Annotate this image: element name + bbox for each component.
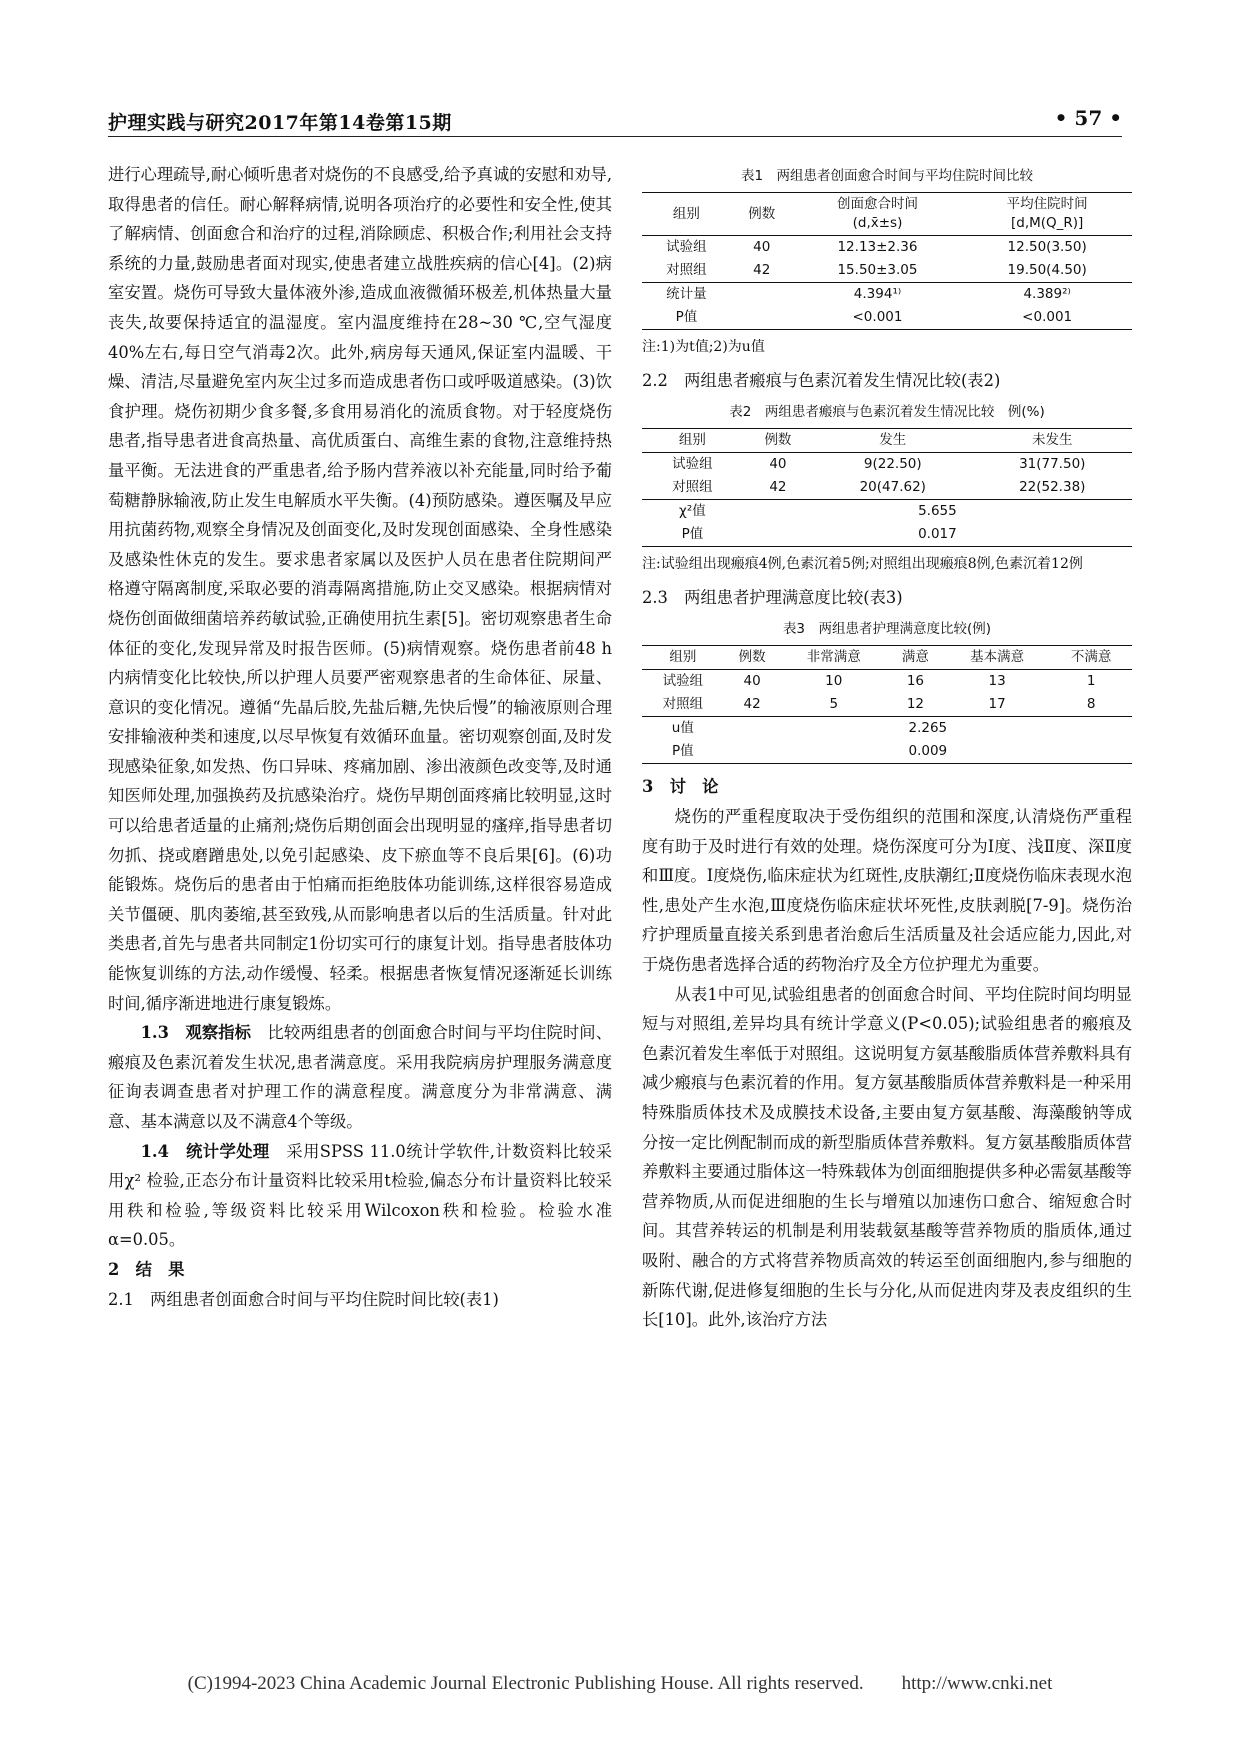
- table-header: 组别: [642, 429, 743, 453]
- table-header: 组别: [642, 646, 724, 670]
- table-header: 未发生: [973, 429, 1132, 453]
- table-row: 试验组 40 10 16 13 1: [662, 673, 1096, 689]
- table-row: u值 2.265: [642, 717, 1132, 741]
- table-2-caption: 表2 两组患者瘢痕与色素沉着发生情况比较 例(%): [729, 404, 1045, 420]
- section-text: 比较两组患者的创面愈合时间与平均住院时间、瘢痕及色素沉着发生状况,患者满意度。采用我院病房护理服务满意度征询表调查患者对护理工作的满意程度。满意度分为非常满意、满意、基本满意以及不满意4个等级。: [108, 1023, 612, 1131]
- table-3: [642, 645, 1132, 764]
- page-number: • 57 •: [1054, 106, 1122, 130]
- right-column: [642, 160, 1132, 1335]
- copyright-footer: (C)1994-2023 China Academic Journal Electronic Publishing House. All rights reserved. http://www.cnki.net: [187, 1673, 1053, 1694]
- table-3-caption: 表3 两组患者护理满意度比较(例): [782, 621, 992, 637]
- table-1: [642, 192, 1132, 330]
- table-header: 组别: [642, 193, 731, 236]
- table-header: 创面愈合时间 (d,x̄±s): [793, 193, 963, 236]
- section-3-heading: 3 讨 论: [642, 777, 719, 796]
- section-heading: 1.4 统计学处理: [140, 1141, 270, 1161]
- body-paragraph: 进行心理疏导,耐心倾听患者对烧伤的不良感受,给予真诚的安慰和劝导,取得患者的信任。耐心解释病情,说明各项治疗的必要性和安全性,使其了解病情、创面愈合和治疗的过程,消除顾虑、积极合作;利用社会支持系统的力量,鼓励患者面对现实,使患者建立战胜疾病的信心[4]。(2)病室安置。烧伤可导致大量体液外渗,造成血液微循环极差,机体热量大量丧失,故要保持适宜的温湿度。室内温度维持在28~30 ℃,空气湿度40%左右,每日空气消毒2次。此外,病房每天通风,保证室内温暖、干燥、清洁,尽量避免室内灰尘过多而造成患者伤口或呼吸道感染。(3)饮食护理。烧伤初期少食多餐,多食用易消化的流质食物。对于轻度烧伤患者,指导患者进食高热量、高优质蛋白、高维生素的食物,注意维持热量平衡。无法进食的严重患者,给予肠内营养液以补充能量,同时给予葡萄糖静脉输液,防止发生电解质水平失衡。(4)预防感染。遵医嘱及早应用抗菌药物,观察全身情况及创面变化,及时发现创面感染、全身性感染及感染性休克的发生。要求患者家属以及医护人员在患者住院期间严格遵守隔离制度,采取必要的消毒隔离措施,防止交叉感染。根据病情对烧伤创面做细菌培养药敏试验,正确使用抗生素[5]。密切观察患者生命体征的变化,发现异常及时报告医师。(5)病情观察。烧伤患者前48 h内病情变化比较快,所以护理人员要严密观察患者的生命体征、尿量、意识的变化情况。遵循“先晶后胶,先盐后糖,先快后慢”的输液原则合理安排输液种类和速度,以尽早恢复有效循环血量。密切观察创面,及时发现感染征象,如发热、伤口异味、疼痛加剧、渗出液颜色改变等,及时通知医师处理,加强换药及抗感染治疗。烧伤早期创面疼痛比较明显,这时可以给患者适量的止痛剂;烧伤后期创面会出现明显的瘙痒,指导患者切勿抓、挠或磨蹭患处,以免引起感染、皮下瘀血等不良后果[6]。(6)功能锻炼。烧伤后的患者由于怕痛而拒绝肢体功能训练,这样很容易造成关节僵硬、肌肉萎缩,甚至致残,从而影响患者以后的生活质量。针对此类患者,首先与患者共同制定1份切实可行的康复计划。指导患者肢体功能恢复训练的方法,动作缓慢、轻柔。根据患者恢复情况逐渐延长训练时间,循序渐进地进行康复锻炼。: [108, 165, 612, 1013]
- table-2-note: 注:试验组出现瘢痕4例,色素沉着5例;对照组出现瘢痕8例,色素沉着12例: [642, 556, 1083, 572]
- section-2-1-heading: 2.1 两组患者创面愈合时间与平均住院时间比较(表1): [108, 1289, 499, 1309]
- body-paragraph: 烧伤的严重程度取决于受伤组织的范围和深度,认清烧伤严重程度有助于及时进行有效的处理。烧伤深度可分为Ⅰ度、浅Ⅱ度、深Ⅱ度和Ⅲ度。Ⅰ度烧伤,临床症状为红斑性,皮肤潮红;Ⅱ度烧伤临床表现水泡性,患处产生水泡,Ⅲ度烧伤临床症状坏死性,皮肤剥脱[7-9]。烧伤治疗护理质量直接关系到患者治愈后生活质量及社会适应能力,因此,对于烧伤患者选择合适的药物治疗及全方位护理尤为重要。: [642, 807, 1132, 974]
- running-header-title: 护理实践与研究2017年第14卷第15期: [108, 112, 452, 134]
- section-2-2-heading: 2.2 两组患者瘢痕与色素沉着发生情况比较(表2): [642, 371, 1001, 390]
- table-header: 基本满意: [944, 646, 1050, 670]
- header-rule: [108, 136, 1122, 137]
- table-1-note: 注:1)为t值;2)为u值: [642, 339, 765, 355]
- section-1-4: [108, 1137, 612, 1255]
- section-1-3: [108, 1018, 612, 1136]
- table-header: 发生: [813, 429, 972, 453]
- table-row: 统计量 4.394¹⁾ 4.389²⁾: [642, 283, 1132, 307]
- table-header: 不满意: [1050, 646, 1132, 670]
- table-header: 例数: [724, 646, 781, 670]
- table-row: 对照组 42 20(47.62) 22(52.38): [672, 479, 1086, 495]
- table-row: P值 0.009: [642, 740, 1132, 764]
- body-paragraph: 从表1中可见,试验组患者的创面愈合时间、平均住院时间均明显短与对照组,差异均具有统计学意义(P<0.05);试验组患者的瘢痕及色素沉着发生率低于对照组。这说明复方氨基酸脂质体营养敷料具有减少瘢痕与色素沉着的作用。复方氨基酸脂质体营养敷料是一种采用特殊脂质体技术及成膜技术设备,主要由复方氨基酸、海藻酸钠等成分按一定比例配制而成的新型脂质体营养敷料。复方氨基酸脂质体营养敷料主要通过脂体这一特殊载体为创面细胞提供多种必需氨基酸等营养物质,从而促进细胞的生长与增殖以加速伤口愈合、缩短愈合时间。其营养转运的机制是利用装载氨基酸等营养物质的脂质体,通过吸附、融合的方式将营养物质高效的转运至创面细胞内,参与细胞的新陈代谢,促进修复细胞的生长与分化,从而促进肉芽及表皮组织的生长[10]。此外,该治疗方法: [642, 984, 1132, 1330]
- section-2-3-heading: 2.3 两组患者护理满意度比较(表3): [642, 588, 903, 607]
- table-header: 平均住院时间 [d,M(Q_R)]: [962, 193, 1132, 236]
- section-text: 采用SPSS 11.0统计学软件,计数资料比较采用χ² 检验,正态分布计量资料比较采用t检验,偏态分布计量资料比较采用秩和检验,等级资料比较采用Wilcoxon秩和检验。检验水准α=0.05。: [108, 1141, 613, 1250]
- table-1-caption: 表1 两组患者创面愈合时间与平均住院时间比较: [740, 168, 1034, 184]
- table-header: 例数: [743, 429, 813, 453]
- table-row: P值 0.017: [642, 523, 1132, 547]
- table-row: 试验组 40 9(22.50) 31(77.50): [672, 456, 1086, 472]
- table-row: χ²值 5.655: [642, 500, 1132, 524]
- table-header: 非常满意: [781, 646, 887, 670]
- table-row: 对照组 42 15.50±3.05 19.50(4.50): [666, 262, 1087, 278]
- table-header: 例数: [731, 193, 793, 236]
- table-row: P值 <0.001 <0.001: [642, 306, 1132, 330]
- section-heading: 1.3 观察指标: [140, 1023, 252, 1043]
- table-row: 对照组 42 5 12 17 8: [662, 696, 1096, 712]
- table-row: 试验组 40 12.13±2.36 12.50(3.50): [666, 239, 1087, 255]
- left-column: [108, 160, 612, 1315]
- section-2-heading: 2 结 果: [108, 1259, 185, 1279]
- table-header: 满意: [887, 646, 944, 670]
- table-2: [642, 428, 1132, 547]
